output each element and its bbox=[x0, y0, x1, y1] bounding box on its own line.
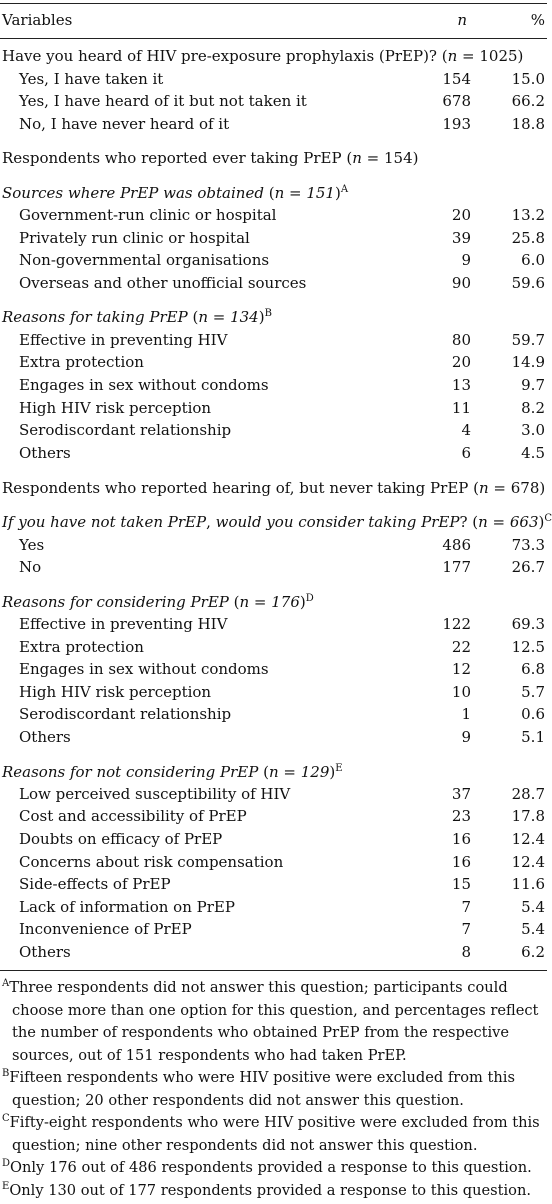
row-pct: 6.8 bbox=[521, 660, 545, 678]
footnote-marker: E bbox=[335, 763, 343, 774]
section-count: = 678) bbox=[488, 479, 546, 497]
table-row bbox=[0, 227, 547, 249]
row-label: Extra protection bbox=[19, 638, 144, 656]
row-pct: 13.2 bbox=[511, 206, 545, 224]
section-would-consider bbox=[0, 511, 552, 533]
row-n: 678 bbox=[442, 92, 471, 110]
table-row bbox=[0, 896, 547, 918]
table-row bbox=[0, 703, 547, 725]
row-pct: 3.0 bbox=[521, 421, 545, 439]
table-row bbox=[0, 90, 547, 112]
section-paren: ? ( bbox=[459, 513, 479, 531]
header-n: n bbox=[457, 11, 467, 29]
section-count: n = 176 bbox=[239, 593, 300, 611]
footnote bbox=[0, 1067, 547, 1112]
header-rule bbox=[0, 38, 547, 39]
footnote-text: Fifty-eight respondents who were HIV positive were excluded from this question; nine other respondents did not answer this question. bbox=[9, 1114, 540, 1154]
row-n: 39 bbox=[451, 229, 471, 247]
row-n: 7 bbox=[461, 898, 471, 916]
row-pct: 0.6 bbox=[521, 705, 545, 723]
row-pct: 26.7 bbox=[511, 558, 545, 576]
row-label: Inconvenience of PrEP bbox=[19, 920, 192, 938]
table-row bbox=[0, 534, 547, 556]
table-row bbox=[0, 442, 547, 464]
section-text: would you consider taking PrEP bbox=[215, 513, 460, 531]
row-label: No bbox=[19, 558, 42, 576]
row-pct: 69.3 bbox=[511, 615, 545, 633]
section-paren: ( bbox=[263, 184, 275, 202]
footnote-marker: B bbox=[2, 1068, 10, 1079]
table-row bbox=[0, 636, 547, 658]
section-text: Sources where PrEP was obtained bbox=[2, 184, 264, 202]
row-label: Overseas and other unofficial sources bbox=[19, 274, 307, 292]
footnote bbox=[0, 1180, 547, 1203]
row-n: 12 bbox=[451, 660, 471, 678]
section-n-symbol: n bbox=[478, 479, 489, 497]
row-n: 154 bbox=[442, 70, 471, 88]
section-comma: , bbox=[206, 513, 216, 531]
row-label: Lack of information on PrEP bbox=[19, 898, 235, 916]
section-reasons-considering bbox=[0, 591, 547, 613]
table-row bbox=[0, 204, 547, 226]
row-label: Low perceived susceptibility of HIV bbox=[19, 785, 291, 803]
table-row bbox=[0, 828, 547, 850]
footnote bbox=[0, 977, 547, 1067]
row-label: Others bbox=[19, 943, 71, 961]
row-pct: 17.8 bbox=[511, 807, 545, 825]
row-pct: 14.9 bbox=[511, 353, 545, 371]
table-row bbox=[0, 397, 547, 419]
section-count: n = 663 bbox=[478, 513, 539, 531]
footnote-marker: C bbox=[2, 1113, 10, 1124]
row-label: Doubts on efficacy of PrEP bbox=[19, 830, 223, 848]
table-row bbox=[0, 113, 547, 135]
row-pct: 59.6 bbox=[511, 274, 545, 292]
footnote-text: Fifteen respondents who were HIV positive were excluded from this question; 20 other respondents did not answer this question. bbox=[9, 1069, 515, 1109]
table-row bbox=[0, 419, 547, 441]
section-text: Respondents who reported ever taking PrEP ( bbox=[2, 149, 353, 167]
footnote-marker: A bbox=[340, 184, 349, 195]
section-reasons-not-considering bbox=[0, 761, 547, 783]
section-count: n = 151 bbox=[274, 184, 335, 202]
row-label: Others bbox=[19, 728, 71, 746]
row-pct: 18.8 bbox=[511, 115, 545, 133]
footnote-text: Only 130 out of 177 respondents provided a response to this question. bbox=[9, 1181, 532, 1199]
row-pct: 6.2 bbox=[521, 943, 545, 961]
section-text: If you have not taken PrEP bbox=[2, 513, 207, 531]
header-row bbox=[0, 9, 547, 31]
table-row bbox=[0, 556, 547, 578]
footnote bbox=[0, 1157, 547, 1180]
footnote-marker: C bbox=[544, 513, 552, 524]
row-pct: 73.3 bbox=[511, 536, 545, 554]
row-n: 23 bbox=[451, 807, 471, 825]
row-label: Serodiscordant relationship bbox=[19, 421, 232, 439]
row-n: 16 bbox=[451, 830, 471, 848]
row-n: 8 bbox=[461, 943, 471, 961]
row-n: 6 bbox=[461, 444, 471, 462]
row-pct: 5.1 bbox=[521, 728, 545, 746]
row-pct: 25.8 bbox=[511, 229, 545, 247]
row-label: Effective in preventing HIV bbox=[19, 331, 228, 349]
section-text: Reasons for taking PrEP bbox=[2, 308, 188, 326]
row-pct: 11.6 bbox=[511, 875, 545, 893]
section-heard-never-taking bbox=[0, 477, 547, 499]
table-row bbox=[0, 272, 547, 294]
row-pct: 4.5 bbox=[521, 444, 545, 462]
row-n: 10 bbox=[451, 683, 471, 701]
table-row bbox=[0, 613, 547, 635]
section-text: Reasons for not considering PrEP bbox=[2, 763, 259, 781]
section-count: n = 134 bbox=[198, 308, 259, 326]
row-pct: 5.4 bbox=[521, 898, 545, 916]
row-n: 15 bbox=[451, 875, 471, 893]
row-n: 11 bbox=[451, 399, 471, 417]
row-n: 13 bbox=[451, 376, 471, 394]
row-label: Extra protection bbox=[19, 353, 144, 371]
table-row bbox=[0, 783, 547, 805]
row-label: Engages in sex without condoms bbox=[19, 660, 269, 678]
table-row bbox=[0, 68, 547, 90]
section-paren: ) bbox=[258, 308, 265, 326]
section-text: Have you heard of HIV pre-exposure prophylaxis (PrEP)? ( bbox=[2, 47, 448, 65]
row-pct: 66.2 bbox=[511, 92, 545, 110]
row-label: Privately run clinic or hospital bbox=[19, 229, 250, 247]
section-paren: ( bbox=[187, 308, 199, 326]
row-n: 177 bbox=[442, 558, 471, 576]
table-row bbox=[0, 681, 547, 703]
row-label: Non-governmental organisations bbox=[19, 251, 270, 269]
row-n: 7 bbox=[461, 920, 471, 938]
footnote-marker: D bbox=[305, 593, 314, 604]
row-label: High HIV risk perception bbox=[19, 399, 212, 417]
section-paren: ( bbox=[258, 763, 269, 781]
footnote-text: Three respondents did not answer this question; participants could choose more than one option for this question, and percentages reflect the number of respondents who obtained PrEP from the respective sources, out of 151 respondents who had taken PrEP. bbox=[9, 979, 539, 1064]
footnote-text: Only 176 out of 486 respondents provided a response to this question. bbox=[10, 1159, 532, 1176]
row-label: Effective in preventing HIV bbox=[19, 615, 228, 633]
section-ever-taking-prep bbox=[0, 147, 547, 169]
section-heard-of-prep bbox=[0, 45, 547, 67]
section-paren: ) bbox=[538, 513, 545, 531]
footnote-marker: B bbox=[264, 308, 272, 319]
row-n: 486 bbox=[442, 536, 471, 554]
top-rule bbox=[0, 3, 547, 4]
table-row bbox=[0, 329, 547, 351]
row-n: 1 bbox=[461, 705, 471, 723]
table-row bbox=[0, 873, 547, 895]
row-pct: 8.2 bbox=[521, 399, 545, 417]
row-label: Side-effects of PrEP bbox=[19, 875, 171, 893]
bottom-rule bbox=[0, 970, 547, 971]
section-reasons-taking bbox=[0, 306, 547, 328]
row-label: Yes bbox=[19, 536, 45, 554]
row-n: 22 bbox=[451, 638, 471, 656]
row-label: Yes, I have taken it bbox=[19, 70, 164, 88]
row-n: 193 bbox=[442, 115, 471, 133]
row-label: Engages in sex without condoms bbox=[19, 376, 269, 394]
row-pct: 28.7 bbox=[511, 785, 545, 803]
row-label: Government-run clinic or hospital bbox=[19, 206, 277, 224]
row-pct: 5.7 bbox=[521, 683, 545, 701]
row-pct: 6.0 bbox=[521, 251, 545, 269]
header-pct: % bbox=[530, 11, 545, 29]
section-n-symbol: n bbox=[447, 47, 458, 65]
footnotes bbox=[0, 977, 547, 1202]
section-count: = 1025) bbox=[457, 47, 524, 65]
section-paren: ( bbox=[228, 593, 240, 611]
table-row bbox=[0, 918, 547, 940]
row-n: 4 bbox=[461, 421, 471, 439]
table-row bbox=[0, 726, 547, 748]
table-row bbox=[0, 374, 547, 396]
section-paren: ) bbox=[334, 184, 341, 202]
row-n: 90 bbox=[451, 274, 471, 292]
footnote-marker: E bbox=[2, 1180, 10, 1192]
footnote-marker: A bbox=[2, 978, 10, 989]
table-row bbox=[0, 658, 547, 680]
table-row bbox=[0, 851, 547, 873]
row-label: Cost and accessibility of PrEP bbox=[19, 807, 247, 825]
row-pct: 12.5 bbox=[511, 638, 545, 656]
row-n: 122 bbox=[442, 615, 471, 633]
header-variables: Variables bbox=[2, 11, 73, 29]
table-row bbox=[0, 249, 547, 271]
row-n: 16 bbox=[451, 853, 471, 871]
section-paren: ) bbox=[299, 593, 306, 611]
row-n: 80 bbox=[451, 331, 471, 349]
row-pct: 12.4 bbox=[511, 853, 545, 871]
section-text: Respondents who reported hearing of, but never taking PrEP ( bbox=[2, 479, 479, 497]
row-pct: 12.4 bbox=[511, 830, 545, 848]
row-pct: 5.4 bbox=[521, 920, 545, 938]
row-n: 20 bbox=[451, 206, 471, 224]
row-n: 9 bbox=[461, 728, 471, 746]
row-label: Yes, I have heard of it but not taken it bbox=[19, 92, 307, 110]
section-count: = 154) bbox=[361, 149, 419, 167]
row-pct: 9.7 bbox=[521, 376, 545, 394]
table-row bbox=[0, 351, 547, 373]
row-n: 9 bbox=[461, 251, 471, 269]
section-paren: ) bbox=[329, 763, 336, 781]
section-n-symbol: n bbox=[352, 149, 362, 167]
row-pct: 59.7 bbox=[511, 331, 545, 349]
row-label: No, I have never heard of it bbox=[19, 115, 230, 133]
row-label: Others bbox=[19, 444, 71, 462]
section-count: n = 129 bbox=[268, 763, 330, 781]
section-text: Reasons for considering PrEP bbox=[2, 593, 229, 611]
footnote-marker: D bbox=[2, 1158, 11, 1169]
section-sources bbox=[0, 182, 547, 204]
row-pct: 15.0 bbox=[511, 70, 545, 88]
table-row bbox=[0, 941, 547, 963]
row-label: High HIV risk perception bbox=[19, 683, 212, 701]
row-label: Concerns about risk compensation bbox=[19, 853, 284, 871]
row-n: 37 bbox=[451, 785, 471, 803]
row-n: 20 bbox=[451, 353, 471, 371]
table-row bbox=[0, 805, 547, 827]
row-label: Serodiscordant relationship bbox=[19, 705, 232, 723]
footnote bbox=[0, 1112, 547, 1157]
